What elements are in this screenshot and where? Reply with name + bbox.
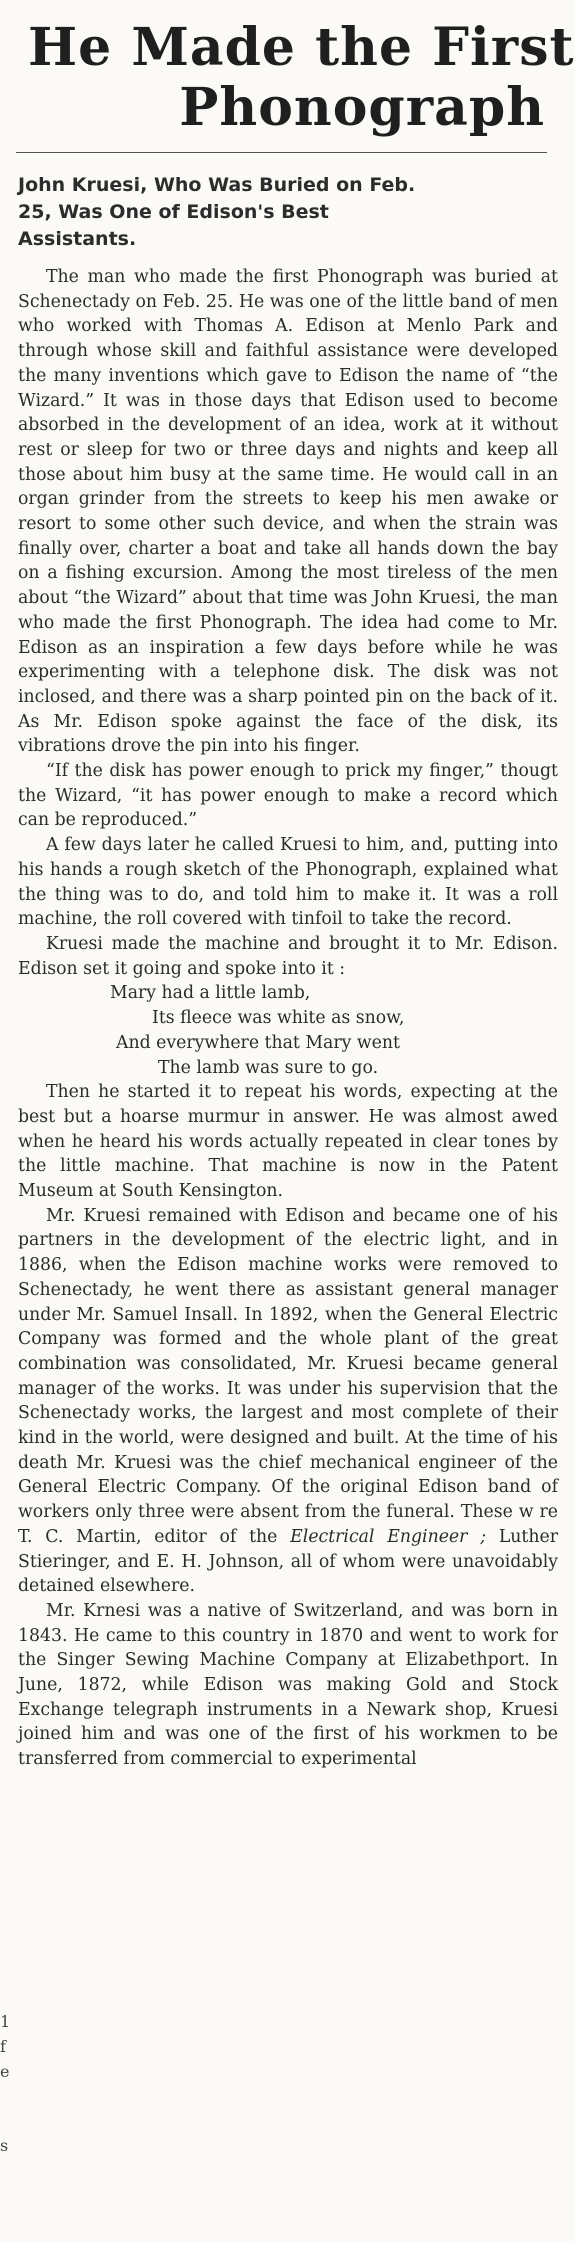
paragraph-7: Mr. Krnesi was a native of Switzerland, and was born in 1843. He came to this country in 1870 and went to work for the Singer Sewing Machine Company at Elizabethport. In June, 1872, while Edison was making Gold and Stock Exchange telegraph instruments in a Newark shop, Kruesi joined him and was one of the first of his workmen to be transferred from commercial to experimental — [18, 1600, 558, 1770]
article-body — [18, 265, 558, 1772]
poem-line-4: The lamb was sure to go. — [158, 1057, 379, 1078]
headline-line-1: He Made the First — [28, 17, 575, 78]
headline-line-2: Phonograph — [179, 77, 545, 138]
poem-line-1: Mary had a little lamb, — [110, 983, 311, 1004]
poem-verse — [18, 981, 558, 1080]
title-rule — [16, 152, 547, 153]
paragraph-5: Then he started it to repeat his words, expecting at the best but a hoarse murmur in answer. He was almost awed when he heard his words actually repeated in clear tones by the little machine. That machine is now in the Patent Museum at South Kensington. — [18, 1082, 558, 1202]
paragraph-6-text-a: Mr. Kruesi remained with Edison and became one of his partners in the development of the electric light, and in 1886, when the Edison machine works were removed to Schenectady, he went there as assistant general manager under Mr. Samuel Insall. In 1892, when the General Electric Company was formed and the whole plant of the great combination was consolidated, Mr. Kruesi became general manager of the works. It was under his supervision that the Schenectady works, the largest and most complete of their kind in the world, were designed and built. At the time of his death Mr. Kruesi was the chief mechanical engineer of the General Electric Company. Of the original Edison band of workers only three were absent from the funeral. These w re T. C. Martin, editor of the — [18, 1205, 558, 1547]
poem-line-2: Its fleece was white as snow, — [152, 1008, 405, 1029]
paragraph-4: Kruesi made the machine and brought it to Mr. Edison. Edison set it going and spoke into it : — [18, 933, 558, 979]
subheadline: John Kruesi, Who Was Buried on Feb. 25, Was One of Edison's Best Assistants. — [18, 174, 416, 250]
paragraph-1: The man who made the first Phonograph was buried at Schenectady on Feb. 25. He was one of the little band of men who worked with Thomas A. Edison at Menlo Park and through whose skill and faithful assistance were developed the many inventions which gave to Edison the name of “the Wizard.” It was in those days that Edison used to become absorbed in the development of an idea, work at it without rest or sleep for two or three days and nights and keep all those about him busy at the same time. He would call in an organ grinder from the streets to keep his men awake or resort to some other such device, and when the strain was finally over, charter a boat and take all hands down the bay on a fishing excursion. Among the most tireless of the men about “the Wizard” about that time was John Kruesi, the man who made the first Phonograph. The idea had come to Mr. Edison as an inspiration a few days before while he was experimenting with a telephone disk. The disk was not inclosed, and there was a sharp pointed pin on the back of it. As Mr. Edison spoke against the face of the disk, its vibrations drove the pin into his finger. — [18, 267, 558, 757]
paragraph-6-text-b: Luther Stieringer, and E. H. Johnson, all of whom were unavoidably detained elsewhere. — [18, 1526, 558, 1597]
publication-title: Electrical Engineer ; — [290, 1526, 487, 1547]
margin-mark: e — [0, 2062, 10, 2081]
paragraph-3: A few days later he called Kruesi to him, and, putting into his hands a rough sketch of the Phonograph, explained what the thing was to do, and told him to make it. It was a roll machine, the roll covered with tinfoil to take the record. — [18, 835, 558, 930]
margin-mark: s — [0, 2136, 9, 2155]
margin-mark: f — [0, 2037, 6, 2056]
paragraph-6 — [18, 1204, 558, 1599]
poem-line-3: And everywhere that Mary went — [116, 1032, 400, 1053]
paragraph-2: “If the disk has power enough to prick my finger,” thougt the Wizard, “it has power enough to make a record which can be reproduced.” — [18, 761, 558, 831]
margin-mark: 1 — [0, 2012, 11, 2031]
